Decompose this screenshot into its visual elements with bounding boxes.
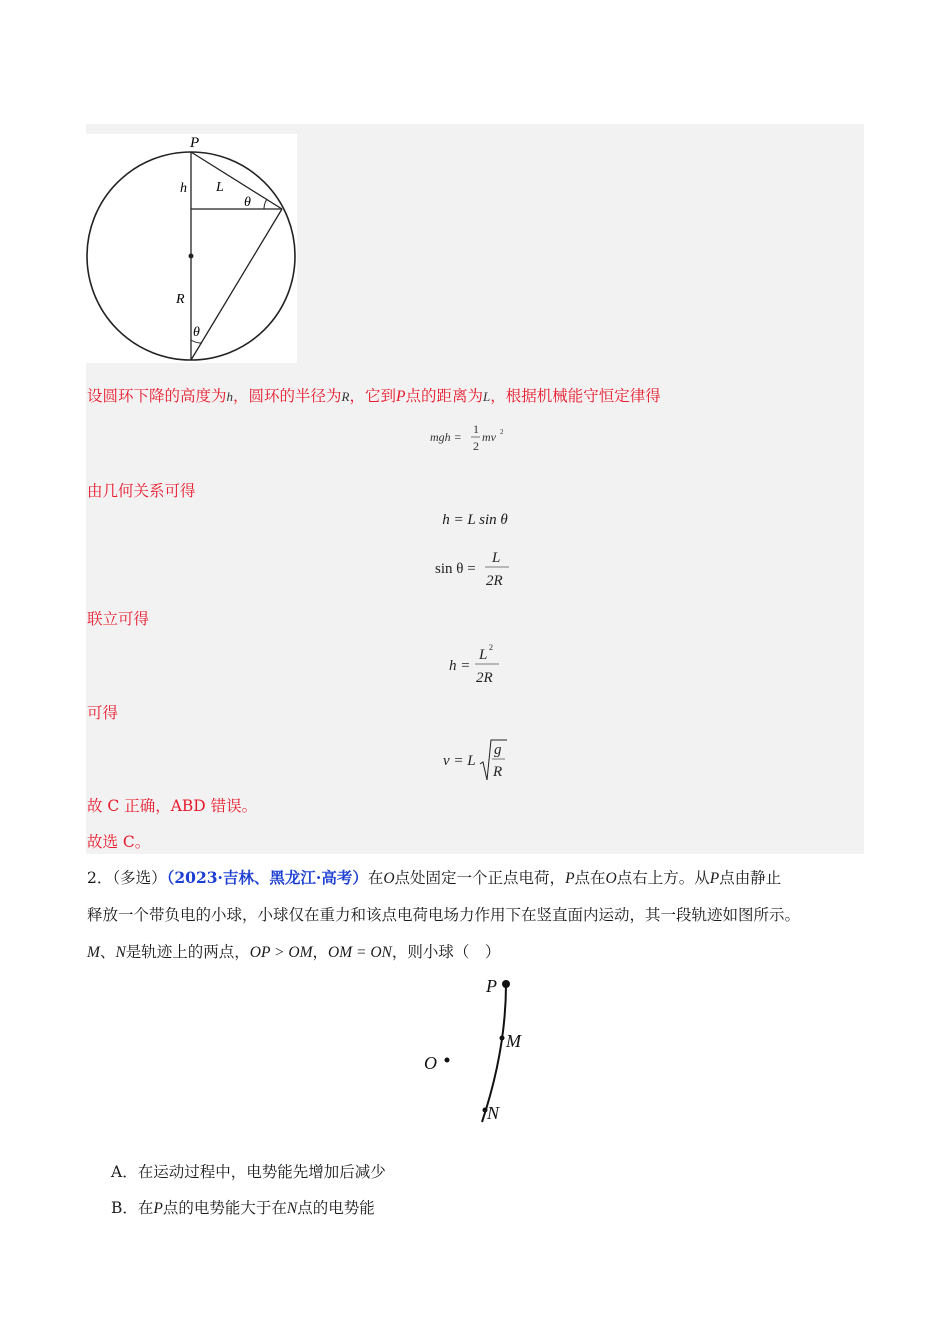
var-P: P <box>565 870 575 887</box>
question-2-line-2: 释放一个带负电的小球，小球仅在重力和该点电荷电场力作用下在竖直面内运动，其一段轨迹如图所示。 <box>87 906 801 924</box>
trajectory-diagram-svg <box>410 970 550 1130</box>
question-source: （2023·吉林、黑龙江·高考） <box>166 868 368 887</box>
equation-energy-svg <box>430 418 520 458</box>
var-P: P <box>153 1200 163 1217</box>
var-O: O <box>605 870 617 887</box>
eq1-den: 2 <box>473 439 479 453</box>
label-P: P <box>190 135 200 151</box>
eq1-num: 1 <box>473 422 479 436</box>
text-segment: 是轨迹上的两点， <box>125 943 250 961</box>
equality: OM = ON <box>328 944 392 961</box>
equation-geometry-1: h = L sin θ <box>442 512 508 528</box>
equation-combined-svg <box>449 642 501 688</box>
inequality: OP > OM <box>249 944 313 961</box>
option-text: 点的电势能大于在 <box>162 1199 287 1217</box>
chord-bottom <box>191 209 282 360</box>
label-h: h <box>180 181 187 196</box>
var-N: N <box>115 944 126 961</box>
trajectory-curve <box>482 984 506 1122</box>
circle-diagram <box>86 134 297 363</box>
text-segment: ，它到 <box>349 387 396 405</box>
eq5-num: g <box>494 742 502 758</box>
var-M: M <box>87 944 100 961</box>
center-dot <box>189 254 194 259</box>
solution-line-6: 故选 C。 <box>87 833 151 851</box>
question-2-line-3 <box>87 942 500 963</box>
solution-line-4: 可得 <box>87 704 119 722</box>
eq1-rhs: mv <box>482 430 496 444</box>
angle-arc-top <box>264 199 267 209</box>
equation-geometry-2-svg <box>435 546 515 590</box>
var-R: R <box>341 389 350 404</box>
var-P: P <box>396 388 406 405</box>
equation-energy <box>0 418 950 458</box>
var-h: h <box>226 389 234 404</box>
label-N: N <box>487 1103 500 1123</box>
text-segment: ，根据机械能守恒定律得 <box>490 387 661 405</box>
option-text: 在 <box>137 1199 154 1217</box>
eq4-num: L <box>479 647 488 663</box>
text-segment: 在 <box>367 869 384 887</box>
label-P: P <box>486 976 497 996</box>
circle-diagram-svg <box>86 134 297 363</box>
option-text: 在运动过程中，电势能先增加后减少 <box>137 1163 386 1181</box>
label-L: L <box>216 180 224 195</box>
solution-line-5: 故 C 正确，ABD 错误。 <box>87 797 258 815</box>
text-segment: 点的距离为 <box>405 387 483 405</box>
solution-line-3: 联立可得 <box>87 610 150 628</box>
trajectory-diagram <box>410 970 550 1130</box>
text-segment: ， <box>312 943 329 961</box>
text-segment: ，则小球（ ） <box>391 943 501 961</box>
angle-arc-bottom <box>191 340 201 343</box>
solution-line-1 <box>87 386 661 407</box>
option-B[interactable] <box>111 1198 375 1219</box>
eq3-num: L <box>492 550 501 566</box>
text-segment: 点在 <box>574 869 606 887</box>
label-R: R <box>176 292 185 307</box>
question-number: 2． <box>87 869 113 887</box>
text-segment: 点处固定一个正点电荷， <box>394 869 566 887</box>
text-segment: 设圆环下降的高度为 <box>87 387 227 405</box>
eq1-lhs: mgh = <box>430 430 462 444</box>
chord-L <box>191 152 282 209</box>
solution-line-2: 由几何关系可得 <box>87 482 196 500</box>
label-theta-top: θ <box>244 195 251 210</box>
question-2-line-1 <box>87 868 781 889</box>
eq5-den: R <box>493 764 503 780</box>
eq1-exp: 2 <box>500 428 504 436</box>
var-L: L <box>482 389 491 404</box>
point-P <box>502 980 510 988</box>
text-segment: 、 <box>99 943 116 961</box>
equation-combined <box>0 642 950 688</box>
label-M: M <box>506 1031 521 1051</box>
point-M <box>500 1036 505 1041</box>
text-segment: ，圆环的半径为 <box>233 387 342 405</box>
label-theta-bottom: θ <box>193 325 200 340</box>
option-text: 点的电势能 <box>297 1199 375 1217</box>
point-O <box>445 1058 450 1063</box>
equation-velocity <box>0 736 950 784</box>
var-O: O <box>383 870 395 887</box>
eq5-lhs: v = L <box>443 753 476 769</box>
option-letter: B． <box>111 1199 138 1217</box>
text-segment: 点右上方。从 <box>616 869 710 887</box>
equation-velocity-svg <box>443 736 507 784</box>
text-segment: 点由静止 <box>719 869 782 887</box>
eq4-lhs: h = <box>449 658 471 674</box>
equation-geometry-2 <box>0 546 950 590</box>
var-P: P <box>709 870 720 887</box>
var-N: N <box>286 1200 298 1217</box>
eq4-den: 2R <box>476 670 493 686</box>
question-type: （多选） <box>112 869 167 887</box>
eq4-exp: 2 <box>489 643 493 652</box>
eq3-lhs: sin θ = <box>435 561 476 577</box>
label-O: O <box>424 1053 437 1073</box>
eq3-den: 2R <box>486 573 503 589</box>
option-A[interactable] <box>111 1162 386 1182</box>
option-letter: A． <box>111 1163 138 1181</box>
